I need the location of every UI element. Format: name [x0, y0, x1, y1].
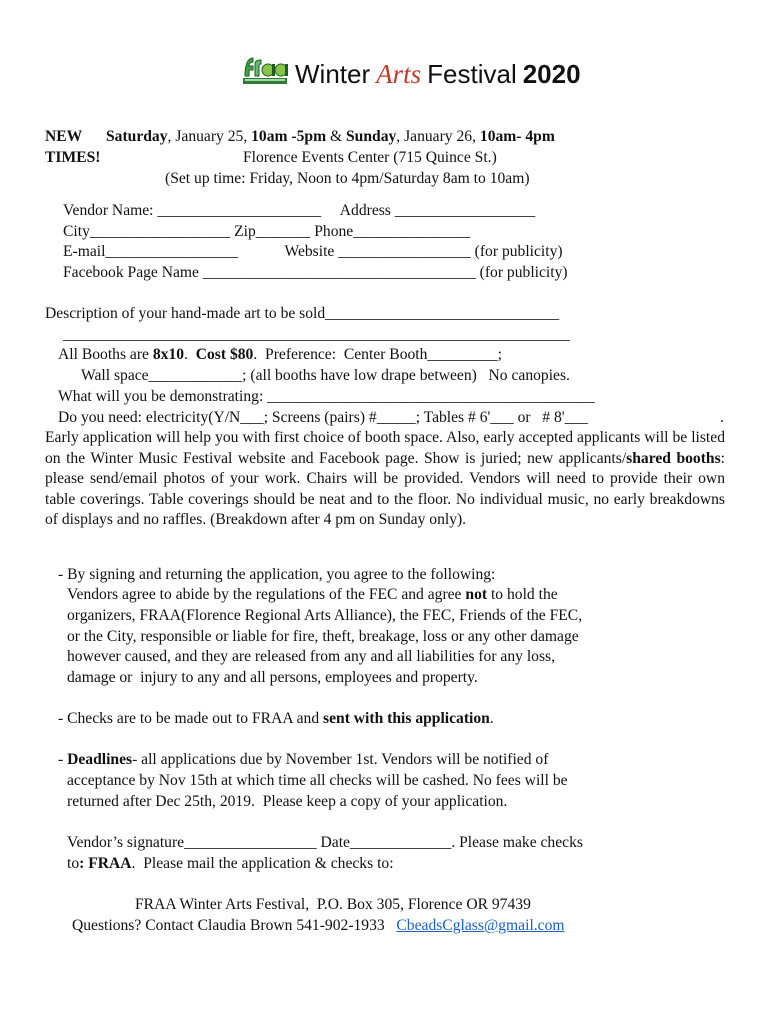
title-festival: Festival: [427, 59, 517, 89]
description-continuation-line[interactable]: _________________________________________________________________: [63, 326, 570, 343]
agreement-line: or the City, responsible or liable for fire, theft, breakage, loss or any other damage: [67, 628, 579, 645]
info-paragraph: Early application will help you with first choice of booth space. Also, early accepted applicants will be listed on the Winter Music Festival website and Facebook page. Show is juried; new applicants/shared booths: please send/email photos of your work. Chairs will be provided. Vendors will need to provide their own table coverings. Table coverings should be neat and to the floor. No individual music, no early breakdowns of displays and no raffles. (Breakdown after 4 pm on Sunday only).: [45, 429, 725, 529]
city-zip-phone-field[interactable]: City__________________ Zip_______ Phone_______________: [63, 223, 471, 240]
deadlines-label: Deadlines: [67, 751, 133, 768]
description-field[interactable]: Description of your hand-made art to be sold______________________________: [45, 305, 560, 322]
equipment-needs-field[interactable]: Do you need: electricity(Y/N___; Screens (pairs) #_____; Tables # 6'___ or # 8'___: [58, 409, 588, 426]
saturday-label: Saturday: [106, 128, 168, 145]
agreement-line: however caused, and they are released from any and all liabilities for any loss,: [67, 648, 555, 665]
email-website-field[interactable]: E-mail_________________ Website _________________ (for publicity): [63, 243, 563, 260]
deadlines-line: acceptance by Nov 15th at which time all checks will be cashed. No fees will be: [67, 772, 568, 789]
booth-cost: Cost $80: [195, 346, 254, 363]
equipment-line-period: .: [720, 409, 724, 426]
title-winter: Winter: [295, 59, 371, 89]
sent-with-application: sent with this application: [323, 710, 490, 727]
title-year: 2020: [522, 59, 581, 89]
fraa-logo-icon: [241, 52, 289, 86]
schedule-line: Saturday, January 25, 10am -5pm & Sunday, January 26, 10am- 4pm: [106, 128, 555, 145]
deadlines-line: returned after Dec 25th, 2019. Please keep a copy of your application.: [67, 793, 508, 810]
deadlines-line: - Deadlines- all applications due by November 1st. Vendors will be notified of: [58, 751, 549, 768]
vendor-name-field[interactable]: Vendor Name: _____________________ Address __________________: [63, 202, 536, 219]
agreement-intro: - By signing and returning the application, you agree to the following:: [58, 566, 496, 583]
new-label: NEW: [45, 128, 83, 145]
agreement-line: organizers, FRAA(Florence Regional Arts Alliance), the FEC, Friends of the FEC,: [67, 607, 583, 624]
signature-date-field[interactable]: Vendor’s signature_________________ Date_____________. Please make checks: [67, 834, 583, 851]
checks-instruction: - Checks are to be made out to FRAA and sent with this application.: [58, 710, 494, 727]
sunday-label: Sunday: [346, 128, 397, 145]
shared-booths-label: shared booths: [626, 449, 721, 467]
venue-line: Florence Events Center (715 Quince St.): [243, 149, 497, 166]
contact-line: Questions? Contact Claudia Brown 541-902-1933 CbeadsCglass@gmail.com: [72, 917, 565, 934]
saturday-time: 10am -5pm: [251, 128, 327, 145]
setup-time-line: (Set up time: Friday, Noon to 4pm/Saturday 8am to 10am): [165, 170, 530, 187]
title-arts: Arts: [376, 59, 422, 89]
payee-fraa: : FRAA: [79, 855, 132, 872]
facebook-page-field[interactable]: Facebook Page Name ___________________________________ (for publicity): [63, 264, 568, 281]
booth-size: 8x10: [152, 346, 185, 363]
sunday-time: 10am- 4pm: [479, 128, 555, 145]
agreement-line: Vendors agree to abide by the regulations of the FEC and agree not to hold the: [67, 586, 558, 603]
payable-to-line: to: FRAA. Please mail the application & checks to:: [67, 855, 394, 872]
agreement-line: damage or injury to any and all persons, employees and property.: [67, 669, 478, 686]
booth-size-cost-line: All Booths are 8x10. Cost $80. Preference: Center Booth_________;: [58, 346, 502, 363]
mailing-address: FRAA Winter Arts Festival, P.O. Box 305, Florence OR 97439: [135, 896, 531, 913]
contact-email-link[interactable]: CbeadsCglass@gmail.com: [396, 917, 565, 934]
demonstrating-field[interactable]: What will you be demonstrating: __________________________________________: [58, 388, 595, 405]
festival-title: [241, 50, 581, 90]
times-label: TIMES!: [45, 149, 101, 166]
wall-space-line[interactable]: Wall space____________; (all booths have low drape between) No canopies.: [81, 367, 570, 384]
not-emphasis: not: [465, 586, 488, 603]
